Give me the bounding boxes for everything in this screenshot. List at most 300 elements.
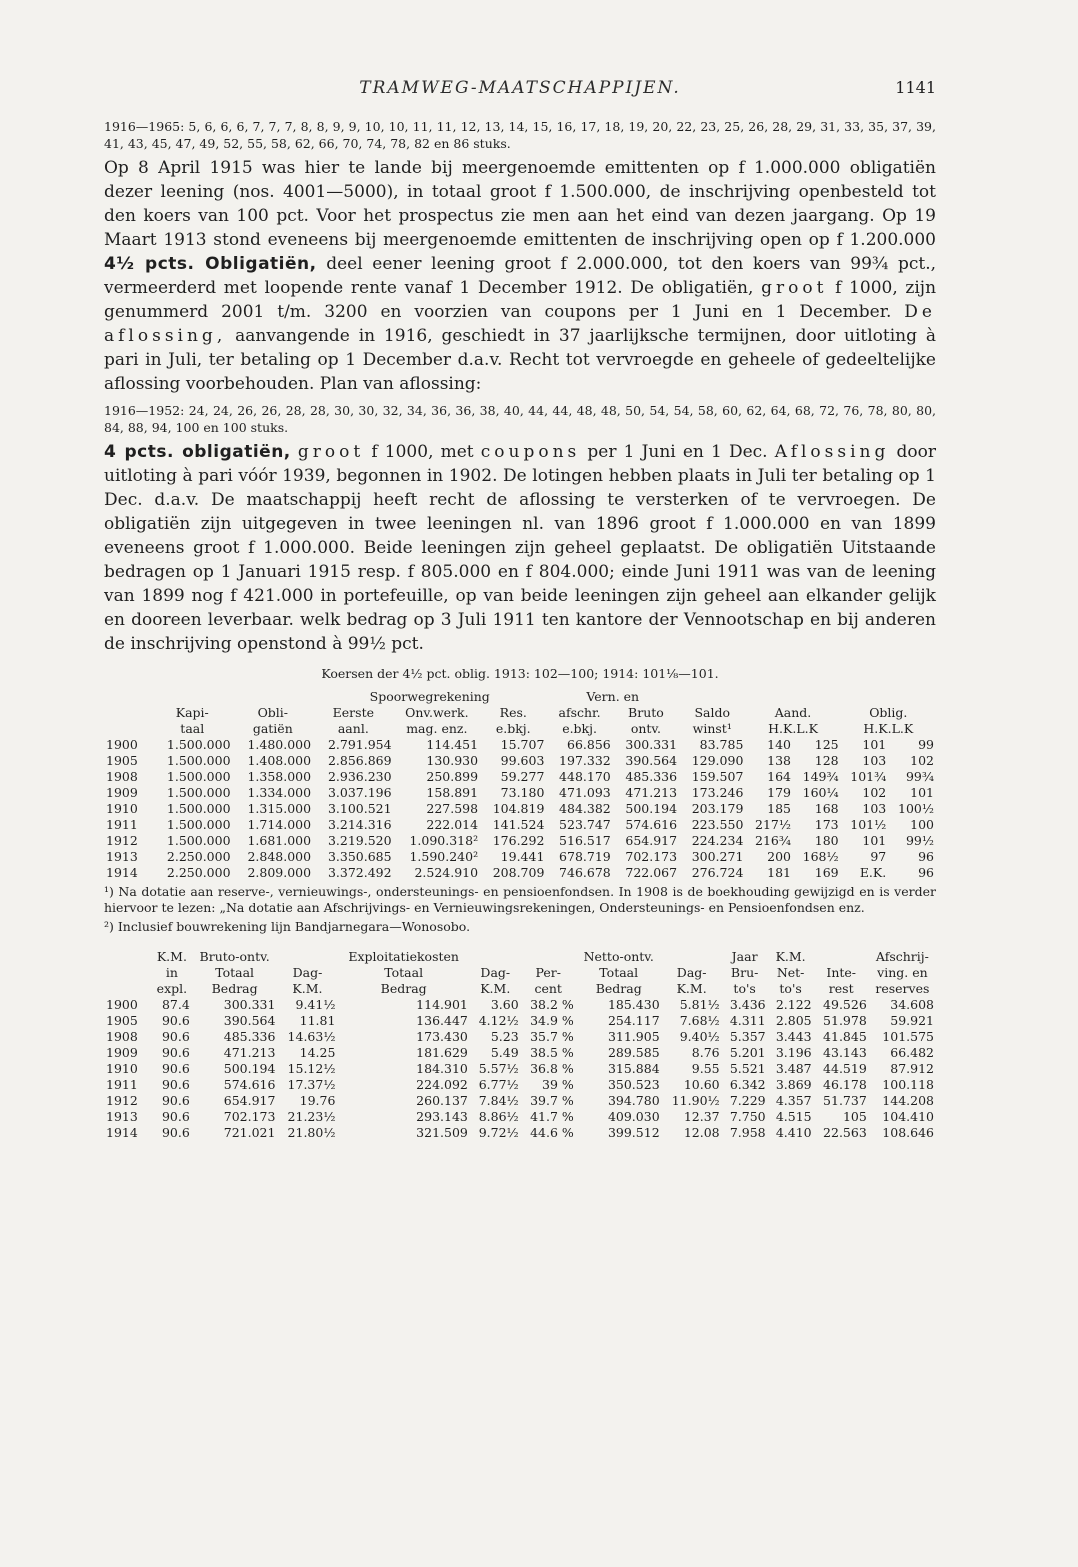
table1-h2-taal: taal bbox=[180, 721, 205, 736]
table2-cell: 4.515 bbox=[775, 1109, 812, 1124]
table2-cell: 485.336 bbox=[223, 1029, 276, 1044]
table1-cell: 59.277 bbox=[500, 769, 545, 784]
table2-header-cell: Bedrag bbox=[595, 981, 642, 996]
table2-cell: 49.526 bbox=[823, 997, 867, 1012]
table1-cell: 222.014 bbox=[426, 817, 479, 832]
table2-cell: 87.912 bbox=[890, 1061, 934, 1076]
spaced-word-groot: groot bbox=[761, 278, 828, 298]
table2-header-cell: Bedrag bbox=[380, 981, 427, 996]
table2-cell: 90.6 bbox=[161, 1061, 190, 1076]
redemption-schedule-1: 1916—1965: 5, 6, 6, 6, 7, 7, 7, 8, 8, 9, 9, 10, 10, 11, 11, 12, 13, 14, 15, 16, 17, 18, 19, 20, 22, 23, 25, 26, 28, 29, 31, 33, 35, 37, 39, 41, 43, 45, 47, 49, 52, 55, 58, 62, 66, 70, 74, 78, 82 en 86 stuks. bbox=[104, 119, 936, 151]
koersen-note: Koersen der 4½ pct. oblig. 1913: 102—100; 1914: 101⅛—101. bbox=[321, 666, 719, 681]
table1-cell: 176.292 bbox=[492, 833, 545, 848]
table1-cell: 224.234 bbox=[691, 833, 744, 848]
table2-header-cell: K.M. bbox=[292, 981, 323, 996]
table2-header-cell bbox=[814, 949, 869, 965]
table2-head bbox=[104, 949, 936, 997]
table2-cell: 3.443 bbox=[775, 1029, 812, 1044]
table-row bbox=[104, 1061, 936, 1077]
table2-header-cell: to's bbox=[779, 981, 802, 996]
table2-cell: 9.40½ bbox=[679, 1029, 720, 1044]
table1-cell: 181 bbox=[767, 865, 792, 880]
table2-cell: 1911 bbox=[106, 1077, 138, 1092]
table2-cell: 311.905 bbox=[607, 1029, 660, 1044]
table1-cell: 2.250.000 bbox=[166, 849, 231, 864]
table2-cell: 41.845 bbox=[823, 1029, 867, 1044]
table2-cell: 104.410 bbox=[882, 1109, 934, 1124]
table1-cell: 1.714.000 bbox=[247, 817, 312, 832]
table-row bbox=[104, 865, 936, 881]
table1-h2-gatien: gatiën bbox=[252, 721, 293, 736]
table2-cell: 66.482 bbox=[890, 1045, 934, 1060]
table1-cell: 722.067 bbox=[625, 865, 678, 880]
table1-cell: 1.500.000 bbox=[166, 833, 231, 848]
table1-cell: 1.480.000 bbox=[247, 737, 312, 752]
table2-cell: 289.585 bbox=[607, 1045, 660, 1060]
table2-header-cell: Bru- bbox=[730, 965, 759, 980]
table2-cell: 181.629 bbox=[416, 1045, 468, 1060]
table2-cell: 721.021 bbox=[223, 1125, 276, 1140]
table2-header-cell: reserves bbox=[875, 981, 930, 996]
paragraph-2-c: door uitloting à pari vóór 1939, begonnen in 1902. De lotingen hebben plaats in Juli ter betaling op 1 Dec. d.a.v. De maatschappij heeft recht de aflossing te versterken of te vervroegen. De obligatiën zijn uitgegeven in twee leeningen nl. van 1896 groot f 1.000.000 en van 1899 eveneens groot f 1.000.000. Beide leeningen zijn geheel geplaatst. De obligatiën Uitstaande bedragen op 1 Januari 1915 resp. f 805.000 en f 804.000; einde Juni 1911 was van de leening van 1899 nog f 421.000 in portefeuille, op van beide leeningen zijn geheel aan elkander gelijk en dooreen leverbaar. welk bedrag op 3 Juli 1911 ten kantore der Vennootschap en bij anderen de inschrijving openstond à 99½ pct. bbox=[104, 442, 937, 654]
table1-cell: 574.616 bbox=[625, 817, 678, 832]
table2-cell: 105 bbox=[842, 1109, 867, 1124]
table-row bbox=[104, 833, 936, 849]
table2-header-cell: K.M. bbox=[480, 981, 511, 996]
table2-cell: 22.563 bbox=[823, 1125, 867, 1140]
table1-h2-ebkj: e.bkj. bbox=[495, 721, 531, 736]
table1-cell: 101½ bbox=[850, 817, 887, 832]
table2-header-row-3 bbox=[104, 981, 936, 997]
table1-group-vern: Vern. en bbox=[586, 689, 640, 704]
table1-header-row-1 bbox=[104, 705, 936, 721]
table2-cell: 15.12½ bbox=[287, 1061, 336, 1076]
table1-cell: 100½ bbox=[898, 801, 934, 816]
table2-cell: 3.60 bbox=[490, 997, 519, 1012]
table2-header-cell bbox=[277, 949, 337, 965]
table1-cell: 159.507 bbox=[691, 769, 744, 784]
table2-cell: 90.6 bbox=[161, 1125, 190, 1140]
table2-cell: 8.76 bbox=[691, 1045, 720, 1060]
table1-h-eerste: Eerste bbox=[332, 705, 374, 720]
table2-cell: 1914 bbox=[106, 1125, 138, 1140]
table1-cell: 130.930 bbox=[426, 753, 479, 768]
table2-cell: 5.357 bbox=[729, 1029, 766, 1044]
table2-cell: 702.173 bbox=[223, 1109, 276, 1124]
table1-cell: 2.809.000 bbox=[247, 865, 312, 880]
table2-cell: 4.357 bbox=[775, 1093, 812, 1108]
table2-cell: 4.12½ bbox=[478, 1013, 519, 1028]
table2-cell: 44.6 % bbox=[530, 1125, 574, 1140]
table1-cell: 158.891 bbox=[426, 785, 479, 800]
table2-cell: 399.512 bbox=[607, 1125, 660, 1140]
table1-cell: 140 bbox=[767, 737, 792, 752]
table1-cell: 168½ bbox=[802, 849, 839, 864]
paragraph-1-cont2: f 1000, zijn genummerd 2001 t/m. 3200 en voorzien van coupons per 1 Juni en 1 December. bbox=[104, 278, 937, 322]
table2-header-cell: Per- bbox=[535, 965, 561, 980]
table2-cell: 4.311 bbox=[729, 1013, 766, 1028]
table1-cell: 1913 bbox=[106, 849, 138, 864]
table2-header-cell: cent bbox=[534, 981, 562, 996]
table2-cell: 38.5 % bbox=[530, 1045, 574, 1060]
table-row bbox=[104, 1109, 936, 1125]
table1-cell: 250.899 bbox=[426, 769, 479, 784]
table1-cell: 223.550 bbox=[691, 817, 744, 832]
table1-cell: 96 bbox=[918, 849, 934, 864]
table2-cell: 350.523 bbox=[607, 1077, 660, 1092]
table2-cell: 6.342 bbox=[729, 1077, 766, 1092]
table2-cell: 5.57½ bbox=[478, 1061, 519, 1076]
paragraph-2 bbox=[104, 440, 936, 656]
table2-cell: 1912 bbox=[106, 1093, 138, 1108]
table1-cell: 99¾ bbox=[905, 769, 934, 784]
table1-cell: 1.590.240² bbox=[409, 849, 479, 864]
table2-header-cell: ving. en bbox=[877, 965, 928, 980]
table1-cell: 168 bbox=[814, 801, 839, 816]
table2-cell: 254.117 bbox=[607, 1013, 660, 1028]
table2-header-cell: Inte- bbox=[826, 965, 857, 980]
table1-cell: 180 bbox=[814, 833, 839, 848]
table2-cell: 7.958 bbox=[729, 1125, 766, 1140]
table2-header-cell: Totaal bbox=[599, 965, 639, 980]
table-row bbox=[104, 1045, 936, 1061]
table2-cell: 114.901 bbox=[416, 997, 468, 1012]
table2-cell: 1908 bbox=[106, 1029, 138, 1044]
table1-cell: 500.194 bbox=[625, 801, 678, 816]
table2-cell: 574.616 bbox=[223, 1077, 276, 1092]
table1-cell: 1905 bbox=[106, 753, 138, 768]
table2-header-cell: Bedrag bbox=[211, 981, 258, 996]
table1-cell: 1.681.000 bbox=[247, 833, 312, 848]
table1-cell: 129.090 bbox=[691, 753, 744, 768]
table2-cell: 144.208 bbox=[882, 1093, 934, 1108]
table2-header-cell: K.M. bbox=[676, 981, 707, 996]
table2-cell: 17.37½ bbox=[287, 1077, 336, 1092]
table2-cell: 1909 bbox=[106, 1045, 138, 1060]
table2-cell: 35.7 % bbox=[530, 1029, 574, 1044]
table1-cell: 141.524 bbox=[492, 817, 545, 832]
table2-header-cell: K.M. bbox=[775, 949, 806, 964]
table2-cell: 9.55 bbox=[691, 1061, 720, 1076]
table2-cell: 101.575 bbox=[882, 1029, 934, 1044]
table1-cell: 1912 bbox=[106, 833, 138, 848]
table2-cell: 34.9 % bbox=[530, 1013, 574, 1028]
table1-cell: 15.707 bbox=[500, 737, 545, 752]
running-title: TRAMWEG-MAATSCHAPPIJEN. bbox=[359, 78, 681, 98]
footnote-2: ²) Inclusief bouwrekening lijn Bandjarnegara—Wonosobo. bbox=[104, 919, 471, 934]
table2-cell: 136.447 bbox=[416, 1013, 468, 1028]
table2-cell: 184.310 bbox=[416, 1061, 468, 1076]
table2-cell: 44.519 bbox=[823, 1061, 867, 1076]
table1-cell: 300.331 bbox=[625, 737, 678, 752]
table2-cell: 108.646 bbox=[882, 1125, 934, 1140]
table2-cell: 7.84½ bbox=[478, 1093, 519, 1108]
table1-cell: 1900 bbox=[106, 737, 138, 752]
table1-cell: 173 bbox=[814, 817, 839, 832]
table1-cell: 1.500.000 bbox=[166, 785, 231, 800]
table1-h-bruto: Bruto bbox=[628, 705, 664, 720]
page-number: 1141 bbox=[895, 78, 936, 97]
table2-cell: 5.81½ bbox=[679, 997, 720, 1012]
table1-cell: 485.336 bbox=[625, 769, 678, 784]
spaced-word-aflossing-2: Aflossing bbox=[774, 442, 890, 462]
table2-header-cell: Totaal bbox=[215, 965, 255, 980]
table1-cell: 1914 bbox=[106, 865, 138, 880]
table1-cell: 276.724 bbox=[691, 865, 744, 880]
table-row bbox=[104, 1125, 936, 1141]
table2-header-row-2 bbox=[104, 965, 936, 981]
table1-cell: 160¼ bbox=[802, 785, 839, 800]
table2-cell: 10.60 bbox=[683, 1077, 720, 1092]
table2-header-cell bbox=[521, 949, 576, 965]
table-row bbox=[104, 1093, 936, 1109]
table1-cell: 101 bbox=[910, 785, 934, 800]
table2-cell: 7.68½ bbox=[679, 1013, 720, 1028]
table2-cell: 90.6 bbox=[161, 1045, 190, 1060]
table1-cell: 678.719 bbox=[559, 849, 611, 864]
table1-cell: 73.180 bbox=[500, 785, 545, 800]
table2-cell: 38.2 % bbox=[530, 997, 574, 1012]
table2-cell: 3.436 bbox=[729, 997, 766, 1012]
table2-header-cell: Dag- bbox=[480, 965, 511, 980]
table-row bbox=[104, 997, 936, 1013]
table2-header-cell: Netto-ontv. bbox=[583, 949, 654, 964]
table2-cell: 90.6 bbox=[161, 1093, 190, 1108]
table2-cell: 11.81 bbox=[299, 1013, 336, 1028]
table1-cell: 179 bbox=[767, 785, 792, 800]
table-row bbox=[104, 817, 936, 833]
table1-cell: 138 bbox=[767, 753, 792, 768]
table2-cell: 12.08 bbox=[683, 1125, 720, 1140]
table2-header-cell: Dag- bbox=[292, 965, 323, 980]
table-row bbox=[104, 849, 936, 865]
table2-header-cell: Afschrij- bbox=[875, 949, 929, 964]
table2-cell: 59.921 bbox=[890, 1013, 934, 1028]
table1-cell: 523.747 bbox=[559, 817, 611, 832]
table1-cell: 1.315.000 bbox=[247, 801, 312, 816]
table1-cell: 3.037.196 bbox=[327, 785, 392, 800]
table1-cell: 169 bbox=[814, 865, 839, 880]
table1-cell: 1.500.000 bbox=[166, 801, 231, 816]
table1-h-aand: Aand. bbox=[774, 705, 812, 720]
table1-cell: 3.219.520 bbox=[327, 833, 392, 848]
table1-h-obligatien: Obli- bbox=[257, 705, 289, 720]
table2-cell: 43.143 bbox=[823, 1045, 867, 1060]
table2-cell: 12.37 bbox=[683, 1109, 720, 1124]
table1-cell: 2.856.869 bbox=[327, 753, 392, 768]
paragraph-1-cont: deel eener leening groot f 2.000.000, tot den koers van 99¾ pct., vermeerderd met loopende rente vanaf 1 December 1912. De obligatiën, bbox=[104, 254, 937, 298]
table2-header-cell bbox=[104, 949, 152, 965]
table1-cell: 101¾ bbox=[850, 769, 887, 784]
table2-header-cell: in bbox=[165, 965, 178, 980]
table2-header-row-1 bbox=[104, 949, 936, 965]
table2-cell: 90.6 bbox=[161, 1077, 190, 1092]
table2-cell: 7.750 bbox=[729, 1109, 766, 1124]
table2-cell: 5.201 bbox=[729, 1045, 766, 1060]
paragraph-1-cont3: aanvangende in 1916, geschiedt in 37 jaarlijksche termijnen, door uitloting à pari in Juli, ter betaling op 1 December d.a.v. Recht tot vervroegde en geheele of gedeeltelijke aflossing voorbehouden. Plan van aflossing: bbox=[104, 326, 936, 394]
table2-header-cell bbox=[662, 949, 722, 965]
table2-cell: 6.77½ bbox=[478, 1077, 519, 1092]
table1-cell: 2.250.000 bbox=[166, 865, 231, 880]
table1-cell: 125 bbox=[814, 737, 839, 752]
paragraph-2-b: per 1 Juni en 1 Dec. bbox=[587, 442, 768, 462]
table2-cell: 1900 bbox=[106, 997, 138, 1012]
table1-cell: 149¾ bbox=[802, 769, 839, 784]
table2-cell: 390.564 bbox=[223, 1013, 276, 1028]
table1-cell: 390.564 bbox=[625, 753, 678, 768]
table-row bbox=[104, 801, 936, 817]
table1-cell: 99½ bbox=[905, 833, 934, 848]
table1-cell: 3.350.685 bbox=[327, 849, 392, 864]
paragraph-1 bbox=[104, 156, 936, 396]
document-page bbox=[104, 78, 936, 1141]
table1-body bbox=[104, 737, 936, 881]
table2-cell: 224.092 bbox=[416, 1077, 468, 1092]
table1-cell: 1.500.000 bbox=[166, 769, 231, 784]
table2-cell: 1910 bbox=[106, 1061, 138, 1076]
table2-header-cell bbox=[104, 965, 152, 981]
table2-cell: 39 % bbox=[542, 1077, 574, 1092]
table1-cell: 173.246 bbox=[691, 785, 744, 800]
spaced-word-groot-2: groot bbox=[297, 442, 365, 462]
table1-cell: 104.819 bbox=[492, 801, 545, 816]
table1-h2-mag: mag. enz. bbox=[406, 721, 468, 736]
table2-cell: 185.430 bbox=[607, 997, 660, 1012]
table2-cell: 315.884 bbox=[607, 1061, 660, 1076]
table1-cell: 1.090.318² bbox=[409, 833, 479, 848]
table2-cell: 9.41½ bbox=[295, 997, 336, 1012]
table1-cell: 99.603 bbox=[500, 753, 545, 768]
table2-cell: 394.780 bbox=[607, 1093, 660, 1108]
table2-cell: 300.331 bbox=[223, 997, 276, 1012]
table1-cell: 1.500.000 bbox=[166, 817, 231, 832]
table1-group-spoorwegrekening: Spoorwegrekening bbox=[369, 689, 490, 704]
table1-cell: 2.791.954 bbox=[327, 737, 392, 752]
spaced-word-coupons: coupons bbox=[480, 442, 581, 462]
table-row bbox=[104, 1013, 936, 1029]
table1-cell: 114.451 bbox=[426, 737, 479, 752]
table2-cell: 4.410 bbox=[775, 1125, 812, 1140]
table2-cell: 90.6 bbox=[161, 1109, 190, 1124]
table1-cell: 3.214.316 bbox=[327, 817, 392, 832]
table1-cell: 97 bbox=[870, 849, 887, 864]
table1-cell: 2.524.910 bbox=[414, 865, 479, 880]
table2-header-cell: to's bbox=[733, 981, 756, 996]
table2-cell: 654.917 bbox=[223, 1093, 276, 1108]
financial-table-2 bbox=[104, 949, 936, 1141]
table2-header-cell: Jaar bbox=[731, 949, 758, 964]
table2-cell: 2.805 bbox=[775, 1013, 812, 1028]
table1-h2-ebkj2: e.bkj. bbox=[562, 721, 597, 736]
page-header bbox=[104, 78, 936, 112]
table1-cell: 185 bbox=[767, 801, 792, 816]
table1-cell: 96 bbox=[918, 865, 934, 880]
table2-cell: 87.4 bbox=[161, 997, 190, 1012]
table2-cell: 1913 bbox=[106, 1109, 138, 1124]
table1-cell: 484.382 bbox=[559, 801, 611, 816]
table2-cell: 3.869 bbox=[775, 1077, 812, 1092]
table1-cell: E.K. bbox=[859, 865, 887, 880]
table1-group-header bbox=[104, 689, 936, 705]
table1-cell: 164 bbox=[767, 769, 792, 784]
table1-cell: 83.785 bbox=[699, 737, 744, 752]
table1-cell: 208.709 bbox=[492, 865, 545, 880]
table1-h2-winst: winst¹ bbox=[692, 721, 732, 736]
table-row bbox=[104, 1029, 936, 1045]
table1-cell: 200 bbox=[767, 849, 792, 864]
table2-cell: 100.118 bbox=[882, 1077, 934, 1092]
table2-header-cell: rest bbox=[828, 981, 854, 996]
table-row bbox=[104, 1077, 936, 1093]
table1-cell: 2.936.230 bbox=[327, 769, 392, 784]
table2-cell: 51.737 bbox=[823, 1093, 867, 1108]
table2-cell: 173.430 bbox=[416, 1029, 468, 1044]
bond-heading-4half: 4½ pcts. Obligatiën, bbox=[104, 254, 317, 274]
table1-cell: 128 bbox=[814, 753, 839, 768]
table1-cell: 197.332 bbox=[559, 753, 611, 768]
redemption-schedule-2: 1916—1952: 24, 24, 26, 26, 28, 28, 30, 30, 32, 34, 36, 36, 38, 40, 44, 44, 48, 48, 50, 54, 54, 58, 60, 62, 64, 68, 72, 76, 78, 80, 80, 84, 88, 94, 100 en 100 stuks. bbox=[104, 403, 936, 435]
table2-header-cell: Totaal bbox=[384, 965, 424, 980]
table1-cell: 1.334.000 bbox=[247, 785, 312, 800]
table1-h-afschr: afschr. bbox=[558, 705, 601, 720]
table2-header-cell bbox=[104, 981, 152, 997]
table2-cell: 39.7 % bbox=[530, 1093, 574, 1108]
table1-cell: 448.170 bbox=[559, 769, 611, 784]
table2-cell: 14.63½ bbox=[287, 1029, 336, 1044]
table1-cell: 1.500.000 bbox=[166, 737, 231, 752]
table1-cell: 3.372.492 bbox=[327, 865, 392, 880]
table2-cell: 293.143 bbox=[416, 1109, 468, 1124]
table2-cell: 21.23½ bbox=[287, 1109, 336, 1124]
table1-cell: 654.917 bbox=[625, 833, 678, 848]
table1-cell: 1909 bbox=[106, 785, 138, 800]
table2-header-cell: K.M. bbox=[156, 949, 187, 964]
table-row bbox=[104, 785, 936, 801]
table1-h2-aanl: aanl. bbox=[337, 721, 369, 736]
table1-cell: 746.678 bbox=[559, 865, 611, 880]
table1-cell: 471.213 bbox=[625, 785, 678, 800]
table2-cell: 5.49 bbox=[490, 1045, 519, 1060]
table2-cell: 14.25 bbox=[299, 1045, 336, 1060]
table1-cell: 2.848.000 bbox=[247, 849, 312, 864]
table2-cell: 90.6 bbox=[161, 1013, 190, 1028]
table2-header-cell: expl. bbox=[156, 981, 188, 996]
table2-header-cell: Dag- bbox=[676, 965, 707, 980]
table1-cell: 19.441 bbox=[500, 849, 545, 864]
table1-cell: 66.856 bbox=[567, 737, 611, 752]
table1-cell: 1908 bbox=[106, 769, 138, 784]
table2-cell: 51.978 bbox=[823, 1013, 867, 1028]
table2-cell: 46.178 bbox=[823, 1077, 867, 1092]
table1-cell: 101 bbox=[862, 737, 887, 752]
table1-h-res: Res. bbox=[499, 705, 527, 720]
table2-cell: 3.487 bbox=[775, 1061, 812, 1076]
paragraph-2-a: f 1000, met bbox=[371, 442, 474, 462]
table-row bbox=[104, 753, 936, 769]
table1-cell: 3.100.521 bbox=[327, 801, 392, 816]
table1-cell: 471.093 bbox=[559, 785, 611, 800]
table1-h-onvwerk: Onv.werk. bbox=[405, 705, 469, 720]
footnote-1: ¹) Na dotatie aan reserve-, vernieuwings-, ondersteunings- en pensioenfondsen. In 1908 is de boekhouding gewijzigd en is verder hiervoor te lezen: „Na dotatie aan Afschrijvings- en Vernieuwingsrekeningen, Ondersteunings- en Pensioenfondsen enz. bbox=[104, 884, 936, 915]
table2-cell: 2.122 bbox=[775, 997, 812, 1012]
table1-cell: 516.517 bbox=[559, 833, 611, 848]
table2-header-cell bbox=[470, 949, 521, 965]
table2-cell: 90.6 bbox=[161, 1029, 190, 1044]
table2-cell: 21.80½ bbox=[287, 1125, 336, 1140]
table2-cell: 8.86½ bbox=[478, 1109, 519, 1124]
table2-body bbox=[104, 997, 936, 1141]
table2-cell: 5.23 bbox=[490, 1029, 519, 1044]
